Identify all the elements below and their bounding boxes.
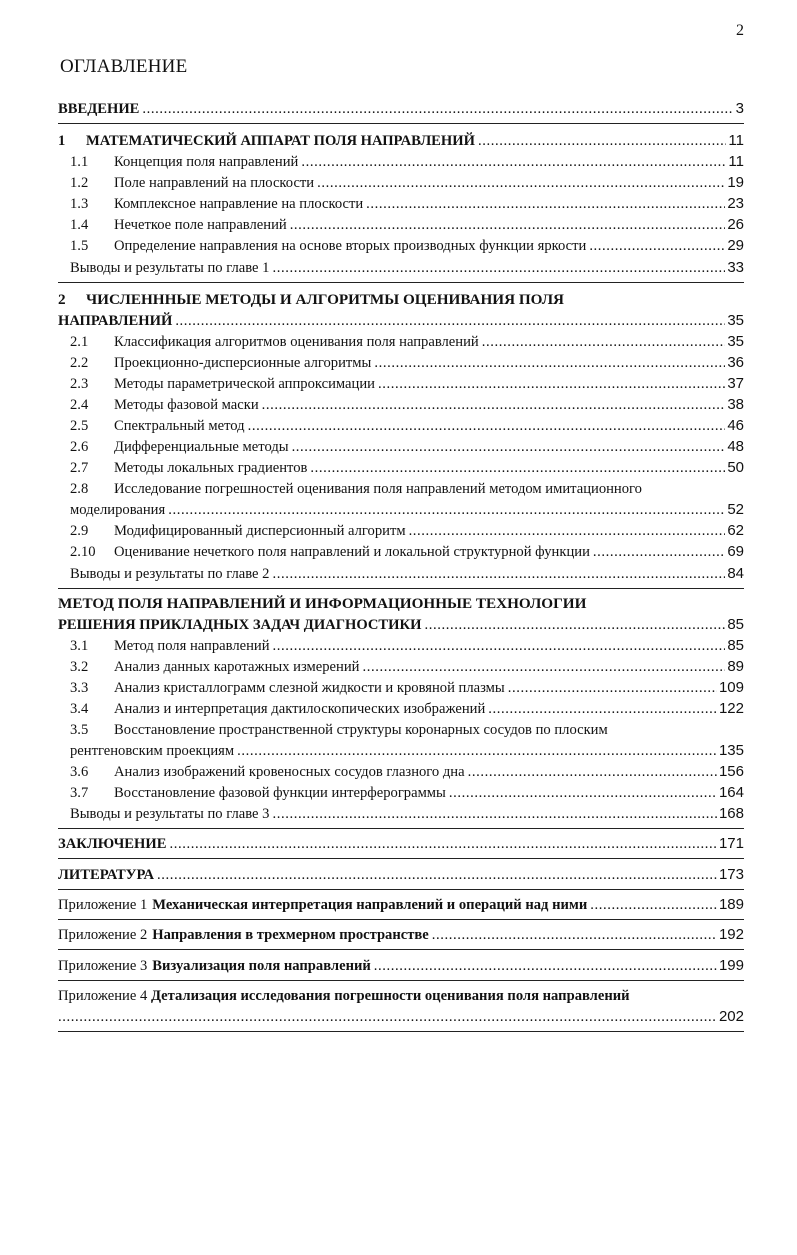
dot-leader	[273, 636, 726, 656]
dot-leader	[589, 236, 725, 256]
entry-page: 135	[718, 742, 744, 759]
toc-entry-2-1[interactable]	[70, 332, 744, 352]
entry-title: Методы параметрической аппроксимации	[114, 376, 375, 392]
toc-entry-chapter-3[interactable]	[58, 615, 744, 635]
section-number: 2.10	[70, 544, 96, 560]
toc-entry-conclusion[interactable]	[58, 834, 744, 854]
dot-leader	[366, 194, 725, 214]
dot-leader	[290, 215, 726, 235]
section-number: 1.5	[70, 238, 89, 254]
entry-title: МЕТОД ПОЛЯ НАПРАВЛЕНИЙ И ИНФОРМАЦИОННЫЕ ТЕХНОЛОГИИ	[58, 595, 587, 612]
dot-leader	[237, 741, 717, 761]
section-number: 2.5	[70, 418, 89, 434]
entry-title: Оценивание нечеткого поля направлений и локальной структурной функции	[114, 544, 590, 560]
dot-leader	[272, 258, 725, 278]
toc-entry-summary-1[interactable]	[70, 258, 744, 278]
entry-page: 164	[718, 784, 744, 801]
dot-leader	[478, 131, 726, 151]
entry-title: Выводы и результаты по главе 1	[70, 260, 270, 276]
toc-entry-3-4[interactable]	[70, 699, 744, 719]
entry-title: Детализация исследования погрешности оценивания поля направлений	[150, 988, 630, 1004]
separator	[58, 1031, 744, 1032]
entry-title: Исследование погрешностей оценивания поля направлений методом имитационного	[114, 481, 642, 497]
toc-entry-chapter-2[interactable]	[58, 311, 744, 331]
dot-leader	[272, 564, 725, 584]
dot-leader	[292, 437, 726, 457]
toc-entry-chapter-3-heading[interactable]	[58, 594, 586, 614]
appendix-prefix: Приложение 4	[58, 988, 148, 1004]
entry-title-cont: моделирования	[70, 502, 166, 518]
section-number: 2.6	[70, 439, 89, 455]
separator	[58, 858, 744, 859]
section-number: 3.4	[70, 701, 89, 717]
separator	[58, 123, 744, 124]
entry-title: Анализ кристаллограмм слезной жидкости и кровяной плазмы	[114, 680, 505, 696]
entry-page: 52	[727, 501, 744, 518]
toc-entry-3-6[interactable]	[70, 762, 744, 782]
toc-entry-2-2[interactable]	[70, 353, 744, 373]
entry-title: Восстановление фазовой функции интерферограммы	[114, 785, 446, 801]
entry-page: 85	[727, 637, 744, 654]
entry-title: Поле направлений на плоскости	[114, 175, 315, 191]
section-number: 2.7	[70, 460, 89, 476]
dot-leader	[272, 804, 717, 824]
toc-entry-2-8[interactable]	[70, 500, 744, 520]
entry-title: Модифицированный дисперсионный алгоритм	[114, 523, 406, 539]
separator	[58, 980, 744, 981]
entry-page: 171	[718, 835, 744, 852]
entry-title: Анализ данных каротажных измерений	[114, 659, 360, 675]
entry-page: 202	[718, 1008, 744, 1025]
dot-leader	[58, 1007, 717, 1027]
section-number: 1.1	[70, 154, 89, 170]
dot-leader	[157, 865, 717, 885]
toc-entry-3-1[interactable]	[70, 636, 744, 656]
dot-leader	[424, 615, 725, 635]
toc-entry-3-5[interactable]	[70, 741, 744, 761]
entry-title: Нечеткое поле направлений	[114, 217, 287, 233]
entry-title: Визуализация поля направлений	[152, 958, 371, 974]
dot-leader	[374, 956, 717, 976]
entry-title: ЗАКЛЮЧЕНИЕ	[58, 836, 167, 852]
dot-leader	[248, 416, 726, 436]
entry-page: 29	[727, 237, 744, 254]
toc-entry-chapter-1[interactable]	[58, 131, 744, 151]
appendix-prefix: Приложение 2	[58, 927, 148, 943]
toc-entry-summary-3[interactable]	[70, 804, 744, 824]
toc-entry-1-4[interactable]	[70, 215, 744, 235]
entry-title: Методы локальных градиентов	[114, 460, 308, 476]
section-number: 3.6	[70, 764, 89, 780]
section-number: 2.8	[70, 481, 89, 497]
section-number: 3.2	[70, 659, 89, 675]
toc-entry-3-5-heading[interactable]	[70, 720, 608, 740]
entry-page: 19	[727, 174, 744, 191]
section-number: 1.3	[70, 196, 89, 212]
dot-leader	[449, 783, 717, 803]
toc-entry-appendix-1[interactable]	[58, 895, 744, 915]
section-number: 2.3	[70, 376, 89, 392]
chapter-number: 2	[58, 291, 66, 308]
entry-page: 11	[728, 153, 744, 170]
entry-title: Восстановление пространственной структуры коронарных сосудов по плоским	[114, 722, 608, 738]
section-number: 1.4	[70, 217, 89, 233]
section-number: 2.9	[70, 523, 89, 539]
entry-title: Метод поля направлений	[114, 638, 270, 654]
section-number: 2.4	[70, 397, 89, 413]
page-title: ОГЛАВЛЕНИЕ	[60, 56, 188, 77]
entry-title: Концепция поля направлений	[114, 154, 299, 170]
toc-entry-2-6[interactable]	[70, 437, 744, 457]
toc-entry-3-7[interactable]	[70, 783, 744, 803]
separator	[58, 828, 744, 829]
separator	[58, 282, 744, 283]
toc-entry-chapter-2-heading[interactable]	[58, 290, 564, 310]
dot-leader	[142, 99, 733, 119]
toc-entry-intro[interactable]	[58, 99, 744, 119]
entry-page: 33	[727, 259, 744, 276]
dot-leader	[468, 762, 717, 782]
entry-title: Анализ изображений кровеносных сосудов глазного дна	[114, 764, 465, 780]
entry-title-cont: НАПРАВЛЕНИЙ	[58, 313, 173, 329]
toc-entry-summary-2[interactable]	[70, 564, 744, 584]
dot-leader	[508, 678, 717, 698]
entry-page: 36	[727, 354, 744, 371]
entry-page: 62	[727, 522, 744, 539]
entry-title-cont: РЕШЕНИЯ ПРИКЛАДНЫХ ЗАДАЧ ДИАГНОСТИКИ	[58, 617, 422, 633]
appendix-prefix: Приложение 1	[58, 897, 148, 913]
toc-entry-3-3[interactable]	[70, 678, 744, 698]
section-number: 3.7	[70, 785, 89, 801]
toc-entry-3-2[interactable]	[70, 657, 744, 677]
entry-page: 69	[727, 543, 744, 560]
entry-page: 48	[727, 438, 744, 455]
entry-page: 38	[727, 396, 744, 413]
dot-leader	[175, 311, 725, 331]
entry-page: 35	[727, 333, 744, 350]
toc-entry-2-4[interactable]	[70, 395, 744, 415]
entry-page: 85	[727, 616, 744, 633]
entry-title: ВВЕДЕНИЕ	[58, 101, 140, 117]
toc-entry-2-10[interactable]	[70, 542, 744, 562]
entry-page: 35	[727, 312, 744, 329]
section-number: 3.5	[70, 722, 89, 738]
entry-title: МАТЕМАТИЧЕСКИЙ АППАРАТ ПОЛЯ НАПРАВЛЕНИЙ	[86, 133, 475, 149]
entry-title: Выводы и результаты по главе 2	[70, 566, 270, 582]
entry-title: Выводы и результаты по главе 3	[70, 806, 270, 822]
entry-title: Определение направления на основе вторых производных функции яркости	[114, 238, 587, 254]
entry-title: ЛИТЕРАТУРА	[58, 867, 155, 883]
entry-page: 89	[727, 658, 744, 675]
entry-title: Дифференциальные методы	[114, 439, 289, 455]
entry-title: Комплексное направление на плоскости	[114, 196, 364, 212]
chapter-number: 1	[58, 133, 66, 149]
entry-page: 11	[728, 132, 744, 149]
dot-leader	[409, 521, 726, 541]
separator	[58, 949, 744, 950]
separator	[58, 919, 744, 920]
entry-page: 168	[718, 805, 744, 822]
toc-entry-2-9[interactable]	[70, 521, 744, 541]
section-number: 3.3	[70, 680, 89, 696]
entry-page: 3	[735, 100, 744, 117]
entry-page: 46	[727, 417, 744, 434]
toc-entry-2-7[interactable]	[70, 458, 744, 478]
dot-leader	[590, 895, 717, 915]
entry-page: 50	[727, 459, 744, 476]
separator	[58, 588, 744, 589]
entry-page: 23	[727, 195, 744, 212]
dot-leader	[262, 395, 726, 415]
separator	[58, 889, 744, 890]
entry-title: ЧИСЛЕНННЫЕ МЕТОДЫ И АЛГОРИТМЫ ОЦЕНИВАНИЯ ПОЛЯ	[86, 291, 565, 308]
toc-entry-appendix-4[interactable]	[58, 1007, 744, 1027]
toc-entry-2-5[interactable]	[70, 416, 744, 436]
page-number: 2	[736, 22, 744, 39]
entry-title-cont: рентгеновским проекциям	[70, 743, 235, 759]
entry-page: 189	[718, 896, 744, 913]
dot-leader	[168, 500, 725, 520]
toc-entry-appendix-2[interactable]	[58, 925, 744, 945]
toc-entry-2-3[interactable]	[70, 374, 744, 394]
dot-leader	[482, 332, 726, 352]
toc-entry-1-2[interactable]	[70, 173, 744, 193]
section-number: 2.1	[70, 334, 89, 350]
entry-page: 122	[718, 700, 744, 717]
appendix-prefix: Приложение 3	[58, 958, 148, 974]
entry-title: Классификация алгоритмов оценивания поля направлений	[114, 334, 479, 350]
section-number: 1.2	[70, 175, 89, 191]
dot-leader	[362, 657, 725, 677]
entry-page: 199	[718, 957, 744, 974]
entry-title: Анализ и интерпретация дактилоскопических изображений	[114, 701, 486, 717]
toc-entry-appendix-3[interactable]	[58, 956, 744, 976]
dot-leader	[378, 374, 725, 394]
toc-entry-1-5[interactable]	[70, 236, 744, 256]
entry-page: 192	[718, 926, 744, 943]
entry-page: 26	[727, 216, 744, 233]
dot-leader	[432, 925, 717, 945]
toc-entry-literature[interactable]	[58, 865, 744, 885]
dot-leader	[593, 542, 725, 562]
entry-page: 109	[718, 679, 744, 696]
entry-title: Спектральный метод	[114, 418, 245, 434]
dot-leader	[374, 353, 725, 373]
entry-title: Проекционно-дисперсионные алгоритмы	[114, 355, 372, 371]
section-number: 3.1	[70, 638, 89, 654]
dot-leader	[310, 458, 725, 478]
toc-entry-1-3[interactable]	[70, 194, 744, 214]
dot-leader	[301, 152, 726, 172]
entry-page: 37	[727, 375, 744, 392]
toc-entry-appendix-4-heading[interactable]	[58, 986, 630, 1006]
entry-title: Методы фазовой маски	[114, 397, 259, 413]
toc-entry-2-8-heading[interactable]	[70, 479, 642, 499]
entry-page: 84	[727, 565, 744, 582]
dot-leader	[169, 834, 717, 854]
entry-title: Направления в трехмерном пространстве	[152, 927, 429, 943]
entry-page: 156	[718, 763, 744, 780]
entry-page: 173	[718, 866, 744, 883]
toc-entry-1-1[interactable]	[70, 152, 744, 172]
section-number: 2.2	[70, 355, 89, 371]
dot-leader	[488, 699, 717, 719]
entry-title: Механическая интерпретация направлений и операций над ними	[152, 897, 588, 913]
dot-leader	[317, 173, 725, 193]
